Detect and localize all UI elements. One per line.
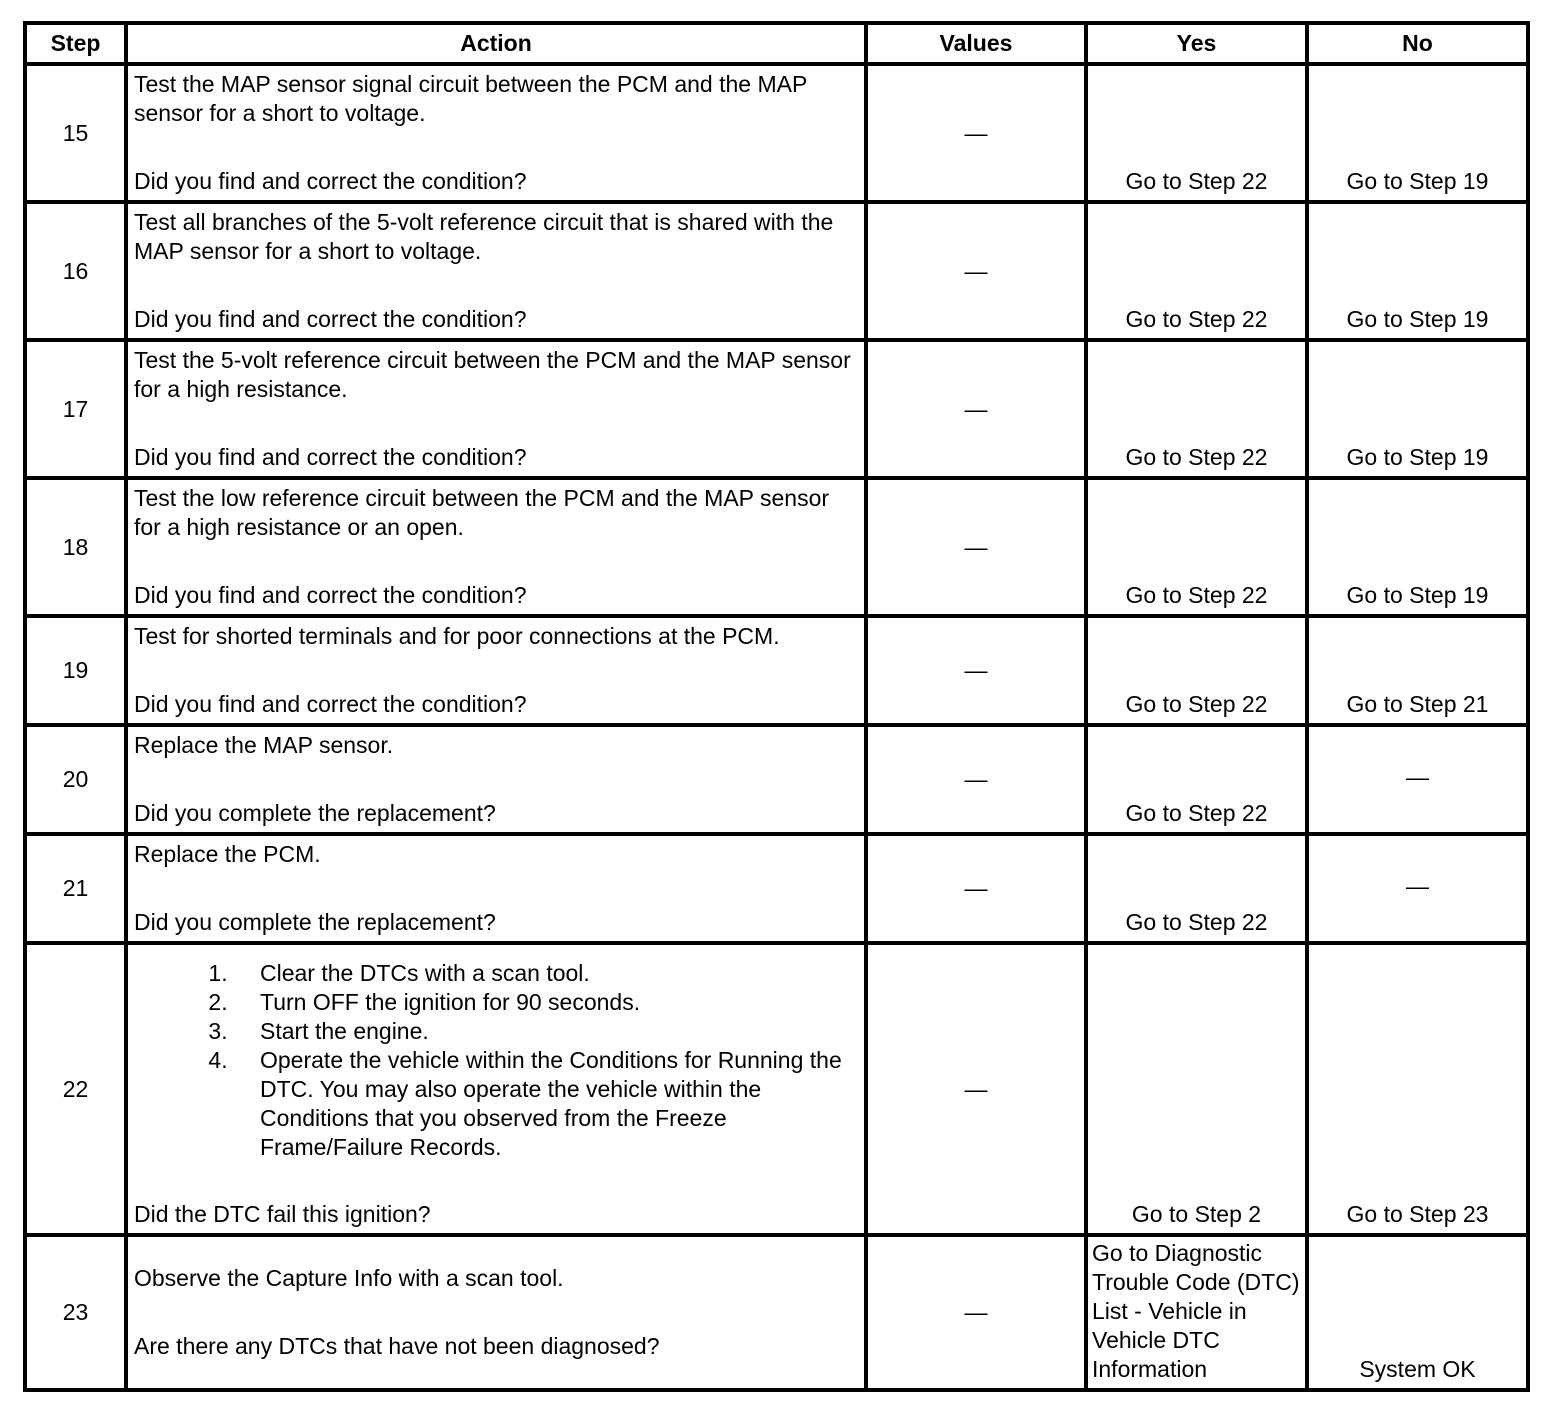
- action-cell: [126, 478, 866, 616]
- yes-cell: Go to Step 22: [1086, 725, 1307, 834]
- list-item: 2. Turn OFF the ignition for 90 seconds.: [234, 988, 858, 1017]
- action-text: Replace the PCM.: [134, 841, 321, 867]
- action-step-list: [134, 959, 858, 1162]
- header-values: Values: [866, 23, 1086, 64]
- action-text: Test the low reference circuit between the PCM and the MAP sensor for a high resistance or an open.: [134, 485, 830, 540]
- step-number: 16: [25, 202, 126, 340]
- values-cell: —: [866, 616, 1086, 725]
- action-text: Test for shorted terminals and for poor connections at the PCM.: [134, 623, 780, 649]
- action-cell: [126, 725, 866, 834]
- step-number: 17: [25, 340, 126, 478]
- no-cell: System OK: [1307, 1235, 1528, 1390]
- values-cell: —: [866, 340, 1086, 478]
- table-row: [25, 616, 1528, 725]
- yes-cell: Go to Step 22: [1086, 202, 1307, 340]
- yes-cell: Go to Step 2: [1086, 943, 1307, 1235]
- yes-cell: Go to Step 22: [1086, 340, 1307, 478]
- table-row: [25, 64, 1528, 202]
- list-item: 3. Start the engine.: [234, 1017, 858, 1046]
- list-item: 4. Operate the vehicle within the Conditions for Running the DTC. You may also operate the vehicle within the Conditions that you observed from the Freeze Frame/Failure Records.: [234, 1046, 858, 1162]
- yes-cell: Go to Step 22: [1086, 478, 1307, 616]
- action-cell: [126, 943, 866, 1235]
- no-cell: —: [1307, 834, 1528, 943]
- values-cell: —: [866, 834, 1086, 943]
- action-cell: [126, 1235, 866, 1390]
- yes-cell: Go to Diagnostic Trouble Code (DTC) List - Vehicle in Vehicle DTC Information: [1086, 1235, 1307, 1390]
- table-row: [25, 725, 1528, 834]
- no-cell: Go to Step 19: [1307, 64, 1528, 202]
- no-cell: Go to Step 19: [1307, 202, 1528, 340]
- no-cell: Go to Step 19: [1307, 340, 1528, 478]
- step-number: 22: [25, 943, 126, 1235]
- step-number: 20: [25, 725, 126, 834]
- values-cell: —: [866, 64, 1086, 202]
- table-row: [25, 943, 1528, 1235]
- action-cell: [126, 340, 866, 478]
- no-cell: —: [1307, 725, 1528, 834]
- yes-cell: Go to Step 22: [1086, 616, 1307, 725]
- yes-cell: Go to Step 22: [1086, 64, 1307, 202]
- action-question: Did you find and correct the condition?: [134, 168, 527, 194]
- action-question: Did you find and correct the condition?: [134, 306, 527, 332]
- action-cell: [126, 616, 866, 725]
- header-action: Action: [126, 23, 866, 64]
- action-text: Test the MAP sensor signal circuit between the PCM and the MAP sensor for a short to voltage.: [134, 71, 807, 126]
- table-row: [25, 834, 1528, 943]
- step-number: 18: [25, 478, 126, 616]
- step-number: 15: [25, 64, 126, 202]
- action-question: Are there any DTCs that have not been diagnosed?: [134, 1333, 660, 1359]
- action-cell: [126, 64, 866, 202]
- step-number: 19: [25, 616, 126, 725]
- action-question: Did you complete the replacement?: [134, 800, 496, 826]
- step-number: 21: [25, 834, 126, 943]
- action-question: Did the DTC fail this ignition?: [134, 1201, 431, 1227]
- action-question: Did you find and correct the condition?: [134, 691, 527, 717]
- values-cell: —: [866, 202, 1086, 340]
- header-yes: Yes: [1086, 23, 1307, 64]
- action-text: Test the 5-volt reference circuit between the PCM and the MAP sensor for a high resistance.: [134, 347, 851, 402]
- no-cell: Go to Step 21: [1307, 616, 1528, 725]
- header-step: Step: [25, 23, 126, 64]
- yes-cell: Go to Step 22: [1086, 834, 1307, 943]
- action-text: Test all branches of the 5-volt reference circuit that is shared with the MAP sensor for a short to voltage.: [134, 209, 834, 264]
- no-cell: Go to Step 19: [1307, 478, 1528, 616]
- values-cell: —: [866, 725, 1086, 834]
- values-cell: —: [866, 1235, 1086, 1390]
- action-text: Replace the MAP sensor.: [134, 732, 394, 758]
- action-question: Did you find and correct the condition?: [134, 444, 527, 470]
- values-cell: —: [866, 943, 1086, 1235]
- header-no: No: [1307, 23, 1528, 64]
- action-text: Observe the Capture Info with a scan tool.: [134, 1265, 564, 1291]
- header-row: [25, 23, 1528, 64]
- action-cell: [126, 834, 866, 943]
- table-row: [25, 478, 1528, 616]
- table-row: [25, 202, 1528, 340]
- action-question: Did you complete the replacement?: [134, 909, 496, 935]
- table-row: [25, 1235, 1528, 1390]
- diagnostic-table: [23, 21, 1530, 1392]
- values-cell: —: [866, 478, 1086, 616]
- table-row: [25, 340, 1528, 478]
- list-item: 1. Clear the DTCs with a scan tool.: [234, 959, 858, 988]
- action-question: Did you find and correct the condition?: [134, 582, 527, 608]
- no-cell: Go to Step 23: [1307, 943, 1528, 1235]
- step-number: 23: [25, 1235, 126, 1390]
- action-cell: [126, 202, 866, 340]
